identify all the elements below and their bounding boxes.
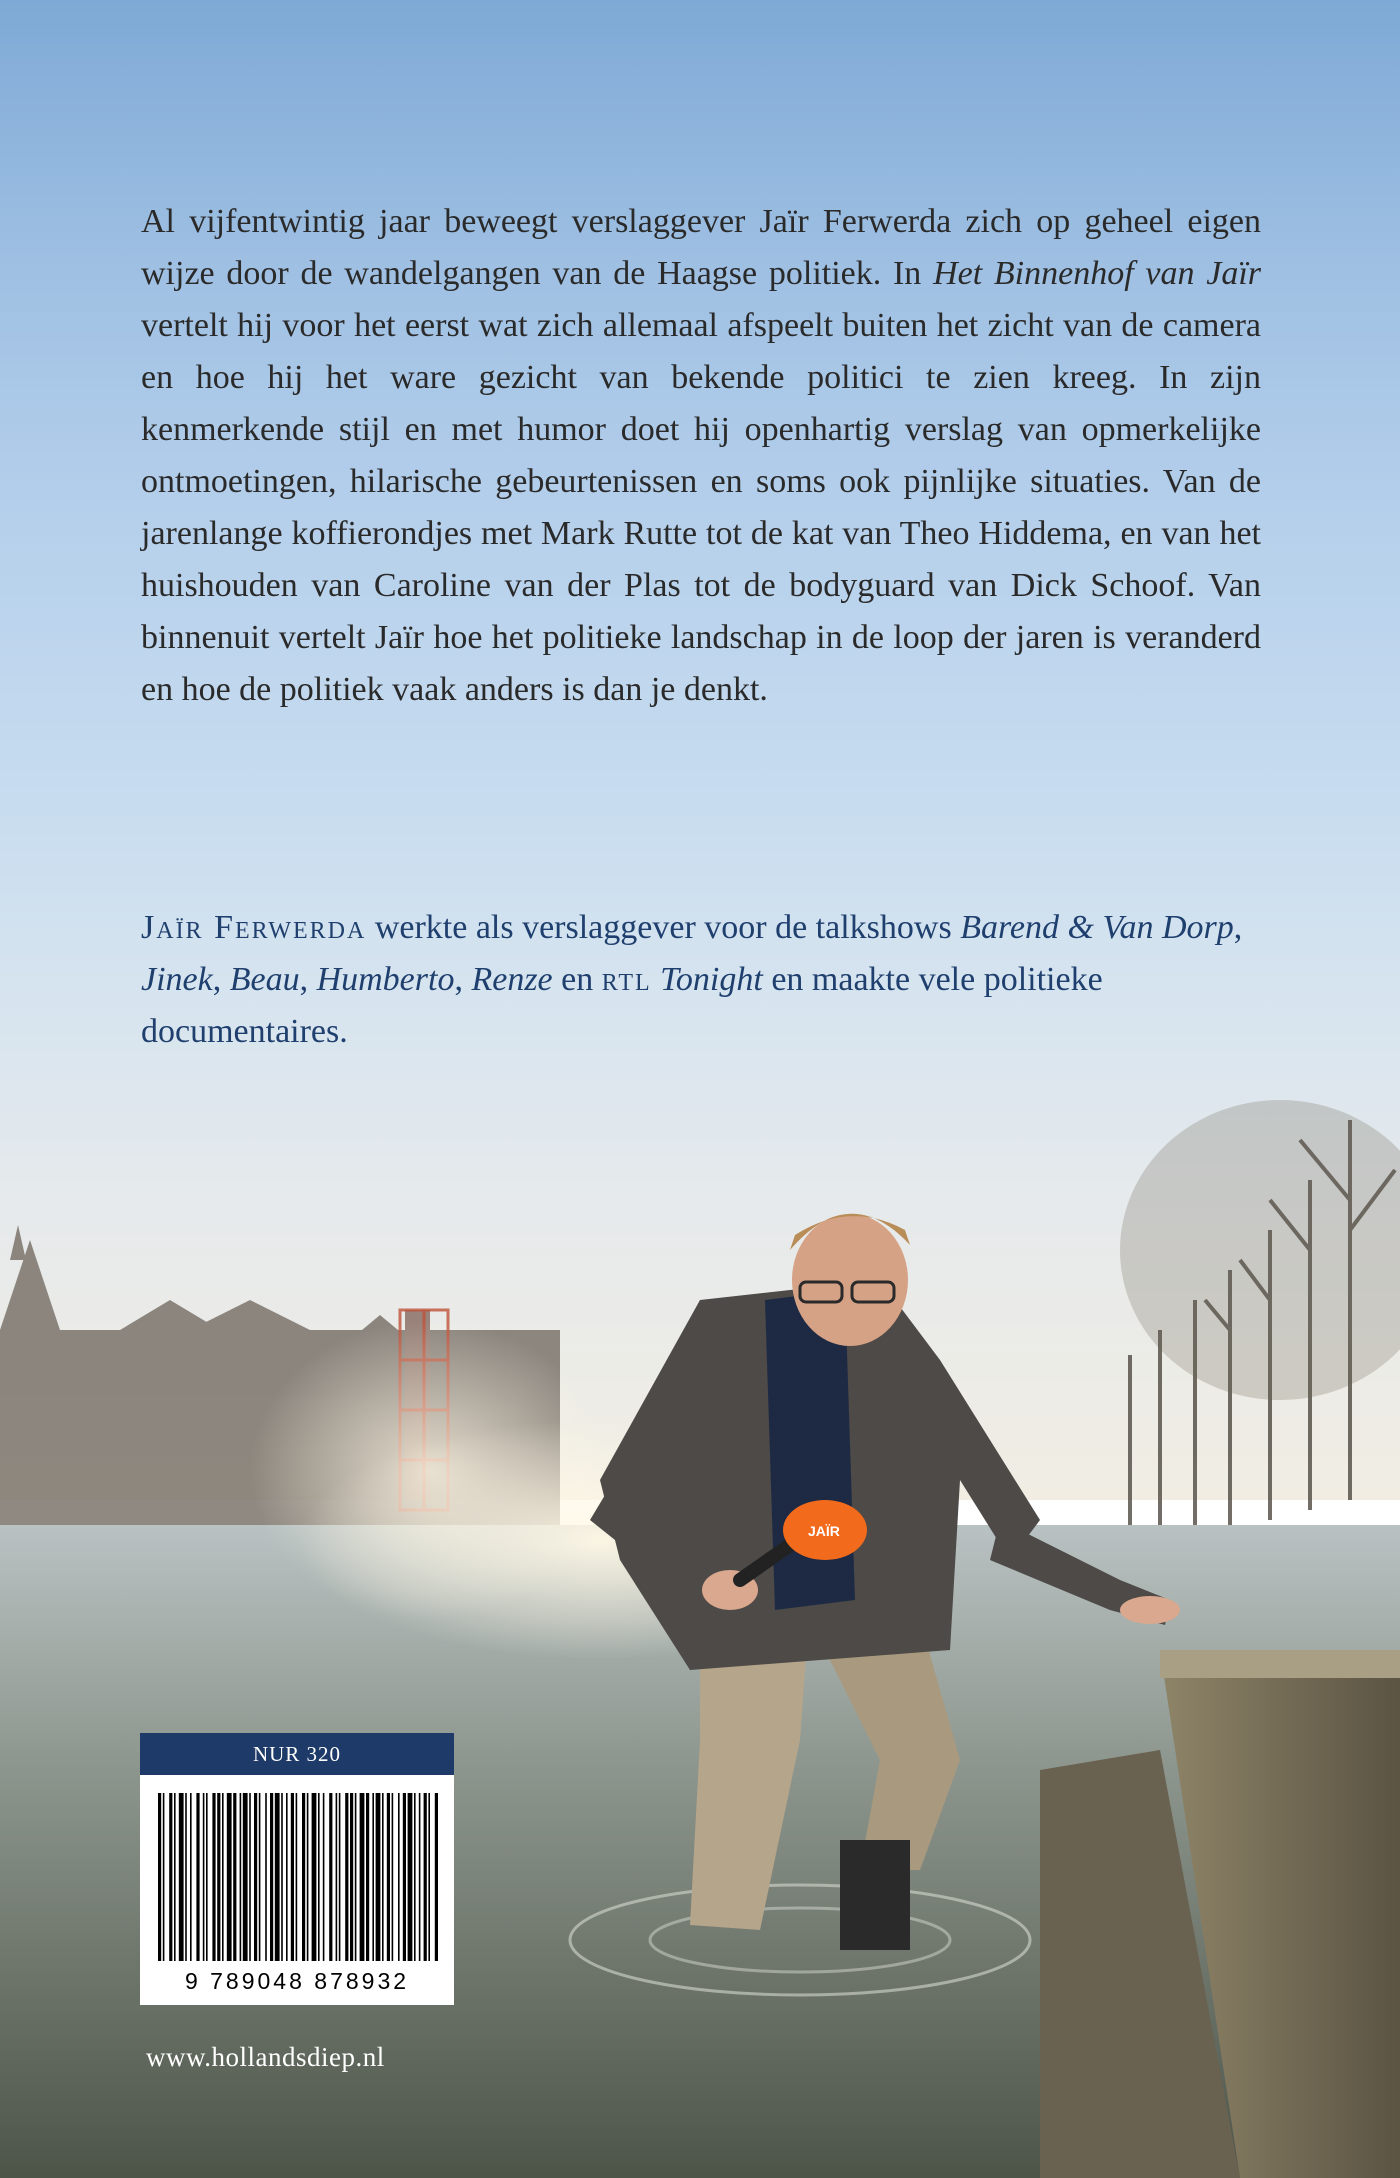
barcode-bar: [307, 1793, 309, 1961]
show-jinek: Jinek: [141, 961, 213, 998]
barcode-bar: [275, 1793, 280, 1961]
barcode-bar: [372, 1793, 374, 1961]
author-text-3: en maakte vele politieke documentaires.: [141, 961, 1103, 1050]
author-bio: [141, 902, 1261, 1058]
barcode-bar: [312, 1793, 317, 1961]
barcode-bar: [185, 1793, 187, 1961]
barcode-bar: [428, 1793, 430, 1961]
barcode-bar: [270, 1793, 273, 1961]
barcode-bar: [259, 1793, 261, 1961]
barcode-bar: [163, 1793, 165, 1961]
book-title: Het Binnenhof van Jaïr: [933, 255, 1262, 292]
barcode-bar: [329, 1793, 332, 1961]
barcode-bar: [376, 1793, 381, 1961]
barcode-bar: [265, 1793, 267, 1961]
barcode-bar: [174, 1793, 176, 1961]
isbn-number: 9 789048 878932: [184, 1968, 410, 1994]
barcode-bar: [240, 1793, 242, 1961]
mic-label: JAÏR: [808, 1523, 840, 1539]
barcode-bars: [140, 1775, 454, 1965]
barcode-bar: [179, 1793, 184, 1961]
barcode-bar: [435, 1793, 438, 1961]
barcode-bar: [212, 1793, 215, 1961]
barcode-bar: [336, 1793, 338, 1961]
barcode-bar: [408, 1793, 413, 1961]
show-humberto: Humberto: [316, 961, 455, 998]
blurb-paragraph: [141, 196, 1261, 716]
barcode-bar: [387, 1793, 390, 1961]
barcode-bar: [190, 1793, 192, 1961]
author-name: Jaïr Ferwerda: [141, 909, 367, 946]
barcode-bar: [424, 1793, 427, 1961]
barcode-bar: [318, 1793, 320, 1961]
barcode-bar: [366, 1793, 369, 1961]
sep: ,: [299, 961, 317, 998]
author-text-2: en: [552, 961, 602, 998]
barcode-bar: [243, 1793, 248, 1961]
sep: ,: [454, 961, 472, 998]
barcode-bar: [345, 1793, 348, 1961]
barcode-bar: [302, 1793, 305, 1961]
show-beau: Beau: [229, 961, 300, 998]
blurb-text-1: Al vijfentwintig jaar beweegt verslaggever Jaïr Ferwerda zich op geheel eigen wijze door de wandelgangen van de Haagse politiek. In: [141, 203, 1261, 292]
sep: ,: [212, 961, 230, 998]
barcode-bar: [296, 1793, 298, 1961]
publisher-website: www.hollandsdiep.nl: [146, 2042, 385, 2072]
barcode-bar: [222, 1793, 224, 1961]
sep: ,: [1233, 909, 1243, 946]
barcode-bar: [339, 1793, 341, 1961]
barcode-bar: [355, 1793, 357, 1961]
show-renze: Renze: [471, 961, 553, 998]
barcode-bar: [286, 1793, 288, 1961]
barcode-bar: [403, 1793, 406, 1961]
barcode-bar: [227, 1793, 232, 1961]
show-tonight: Tonight: [651, 961, 763, 998]
barcode-bar: [249, 1793, 251, 1961]
show-barend: Barend & Van Dorp: [960, 909, 1234, 946]
blurb-text-2: vertelt hij voor het eerst wat zich allemaal afspeelt buiten het zicht van de camera en hoe hij het ware gezicht van bekende politici te zien kreeg. In zijn kenmerkende stijl en met humor doet hij openhartig verslag van opmerkelijke ontmoetingen, hilarische gebeurtenissen en soms ook pijnlijke situaties. Van de jarenlange koffierondjes met Mark Rutte tot de kat van Theo Hiddema, en van het huishouden van Caroline van der Plas tot de bodyguard van Dick Schoof. Van binnenuit vertelt Jaïr hoe het politieke landschap in de loop der jaren is veranderd en hoe de politiek vaak anders is dan je denkt.: [141, 307, 1261, 708]
show-rtl: rtl: [601, 961, 652, 998]
barcode-bar: [382, 1793, 384, 1961]
barcode-bar: [398, 1793, 400, 1961]
nur-code: NUR 320: [140, 1733, 454, 1775]
barcode-bar: [281, 1793, 283, 1961]
barcode-bar: [291, 1793, 294, 1961]
barcode-bar: [206, 1793, 208, 1961]
barcode-bar: [414, 1793, 416, 1961]
barcode-bar: [217, 1793, 220, 1961]
barcode-bar: [392, 1793, 394, 1961]
barcode-bar: [350, 1793, 353, 1961]
barcode-bar: [360, 1793, 365, 1961]
author-text-1: werkte als verslaggever voor de talkshows: [366, 909, 961, 946]
barcode-bar: [169, 1793, 172, 1961]
barcode-bar: [323, 1793, 325, 1961]
barcode-bar: [203, 1793, 205, 1961]
barcode-bar: [233, 1793, 236, 1961]
barcode-bar: [158, 1793, 161, 1961]
barcode-bar: [196, 1793, 199, 1961]
barcode-bar: [254, 1793, 257, 1961]
barcode-bar: [419, 1793, 421, 1961]
